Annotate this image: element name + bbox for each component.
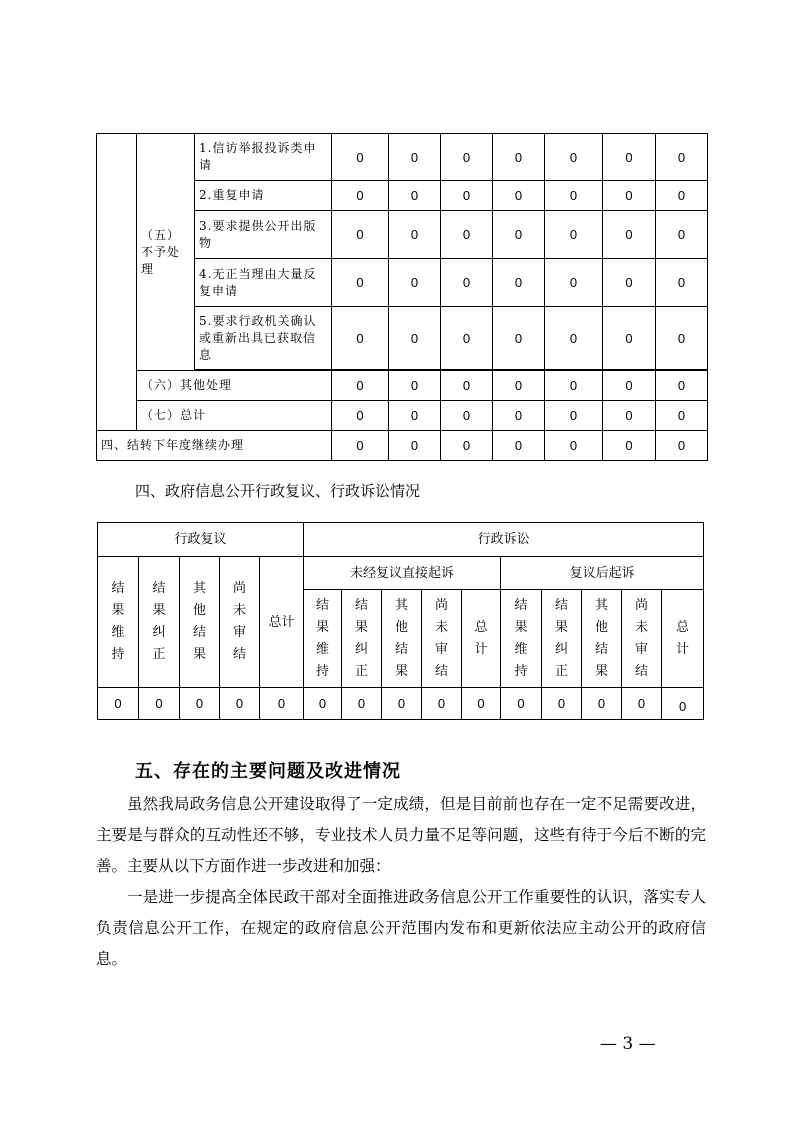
row-label: 1.信访举报投诉类申请 <box>195 134 332 181</box>
processing-results-table <box>96 133 708 461</box>
subheader: 结果纠正 <box>542 590 582 688</box>
subheader: 其他结果 <box>582 590 622 688</box>
cell-value: 0 <box>389 134 441 181</box>
cell-value: 0 <box>441 431 493 461</box>
cell-value: 0 <box>332 371 389 401</box>
cell-value: 0 <box>332 211 389 259</box>
cell-value: 0 <box>389 181 441 211</box>
subheader: 尚未审结 <box>220 557 260 688</box>
litigation-header: 行政诉讼 <box>304 523 704 557</box>
cell-value: 0 <box>493 211 545 259</box>
cell-value: 0 <box>332 431 389 461</box>
cell-value: 0 <box>441 371 493 401</box>
subheader: 结果维持 <box>98 557 139 688</box>
cell-value: 0 <box>545 181 603 211</box>
cell-value: 0 <box>493 134 545 181</box>
cell-value: 0 <box>342 688 382 720</box>
cell-value: 0 <box>389 431 441 461</box>
cell-value: 0 <box>493 431 545 461</box>
subheader: 结果维持 <box>304 590 342 688</box>
cell-value: 0 <box>603 371 656 401</box>
cell-value: 0 <box>304 688 342 720</box>
cell-value: 0 <box>493 307 545 370</box>
row-label: 四、结转下年度继续办理 <box>97 431 332 461</box>
cell-value: 0 <box>603 431 656 461</box>
cell-value: 0 <box>493 181 545 211</box>
cell-value: 0 <box>389 401 441 431</box>
review-header: 行政复议 <box>98 523 304 557</box>
after-review-header: 复议后起诉 <box>501 557 704 590</box>
subheader: 其他结果 <box>180 557 220 688</box>
cell-value: 0 <box>389 371 441 401</box>
cell-value: 0 <box>656 211 708 259</box>
cell-value: 0 <box>332 307 389 370</box>
row-label: 5.要求行政机关确认或重新出具已获取信息 <box>195 307 332 370</box>
cell-value: 0 <box>501 688 542 720</box>
cell-value: 0 <box>422 688 462 720</box>
cell-value: 0 <box>656 134 708 181</box>
cell-value: 0 <box>139 688 180 720</box>
row-label: （七）总计 <box>137 401 332 431</box>
paragraph: 一是进一步提高全体民政干部对全面推进政务信息公开工作重要性的认识，落实专人负责信息公开工作，在规定的政府信息公开范围内发布和更新依法应主动公开的政府信息。 <box>96 888 706 968</box>
subheader: 其他结果 <box>382 590 422 688</box>
cell-value: 0 <box>656 259 708 307</box>
table-row <box>97 431 708 461</box>
cell-value: 0 <box>545 371 603 401</box>
cell-value: 0 <box>332 134 389 181</box>
cell-value: 0 <box>441 211 493 259</box>
review-litigation-table <box>97 522 704 720</box>
cell-value: 0 <box>545 431 603 461</box>
subheader: 总计 <box>662 590 704 688</box>
cell-value: 0 <box>260 688 304 720</box>
cell-value: 0 <box>656 371 708 401</box>
subheader: 尚未审结 <box>622 590 662 688</box>
cell-value: 0 <box>603 259 656 307</box>
cell-value: 0 <box>493 259 545 307</box>
cell-value: 0 <box>441 181 493 211</box>
cell-value: 0 <box>332 401 389 431</box>
cell-value: 0 <box>441 401 493 431</box>
cell-value: 0 <box>622 688 662 720</box>
section4-heading: 四、政府信息公开行政复议、行政诉讼情况 <box>135 482 421 500</box>
page-number: — 3 — <box>600 1034 656 1054</box>
cell-value: 0 <box>545 307 603 370</box>
direct-litigation-header: 未经复议直接起诉 <box>304 557 501 590</box>
table-row <box>97 371 708 401</box>
section5-heading: 五、存在的主要问题及改进情况 <box>135 761 401 782</box>
cell-value: 0 <box>441 259 493 307</box>
cell-value: 0 <box>656 401 708 431</box>
subheader: 尚未审结 <box>422 590 462 688</box>
cell-value: 0 <box>545 134 603 181</box>
subheader: 总计 <box>260 557 304 688</box>
cell-value: 0 <box>656 181 708 211</box>
subheader: 总计 <box>462 590 501 688</box>
table-row <box>97 134 708 181</box>
cell-value: 0 <box>493 371 545 401</box>
cell-value: 0 <box>603 181 656 211</box>
cell-value: 0 <box>441 134 493 181</box>
cell-value: 0 <box>545 259 603 307</box>
cell-value: 0 <box>382 688 422 720</box>
cell-value: 0 <box>332 259 389 307</box>
cell-value: 0 <box>220 688 260 720</box>
subheader: 结果纠正 <box>139 557 180 688</box>
cell-value: 0 <box>603 134 656 181</box>
cell-value: 0 <box>656 307 708 370</box>
row-label: 2.重复申请 <box>195 181 332 211</box>
row-label: （六）其他处理 <box>137 371 332 401</box>
cell-value: 0 <box>582 688 622 720</box>
paragraph: 虽然我局政务信息公开建设取得了一定成绩，但是目前前也存在一定不足需要改进，主要是与群众的互动性还不够，专业技术人员力量不足等问题，这些有待于今后不断的完善。主要从以下方面作进一步改进和加强： <box>96 795 706 875</box>
cell-value: 0 <box>180 688 220 720</box>
cell-value: 0 <box>603 401 656 431</box>
subheader: 结果维持 <box>501 590 542 688</box>
cell-value: 0 <box>332 181 389 211</box>
group-label: （五）不予处理 <box>137 134 195 371</box>
cell-value: 0 <box>545 401 603 431</box>
cell-value: 0 <box>462 688 501 720</box>
cell-value: 0 <box>493 401 545 431</box>
cell-value: 0 <box>542 688 582 720</box>
left-border-cell <box>97 134 137 431</box>
cell-value: 0 <box>441 307 493 370</box>
cell-value: 0 <box>389 211 441 259</box>
row-label: 3.要求提供公开出版物 <box>195 211 332 259</box>
cell-value: 0 <box>389 307 441 370</box>
cell-value: 0 <box>656 431 708 461</box>
table-row <box>97 401 708 431</box>
cell-value: 0 <box>603 307 656 370</box>
subheader: 结果纠正 <box>342 590 382 688</box>
row-label: 4.无正当理由大量反复申请 <box>195 259 332 307</box>
cell-value: 0 <box>662 688 704 720</box>
cell-value: 0 <box>389 259 441 307</box>
cell-value: 0 <box>545 211 603 259</box>
cell-value: 0 <box>603 211 656 259</box>
cell-value: 0 <box>98 688 139 720</box>
